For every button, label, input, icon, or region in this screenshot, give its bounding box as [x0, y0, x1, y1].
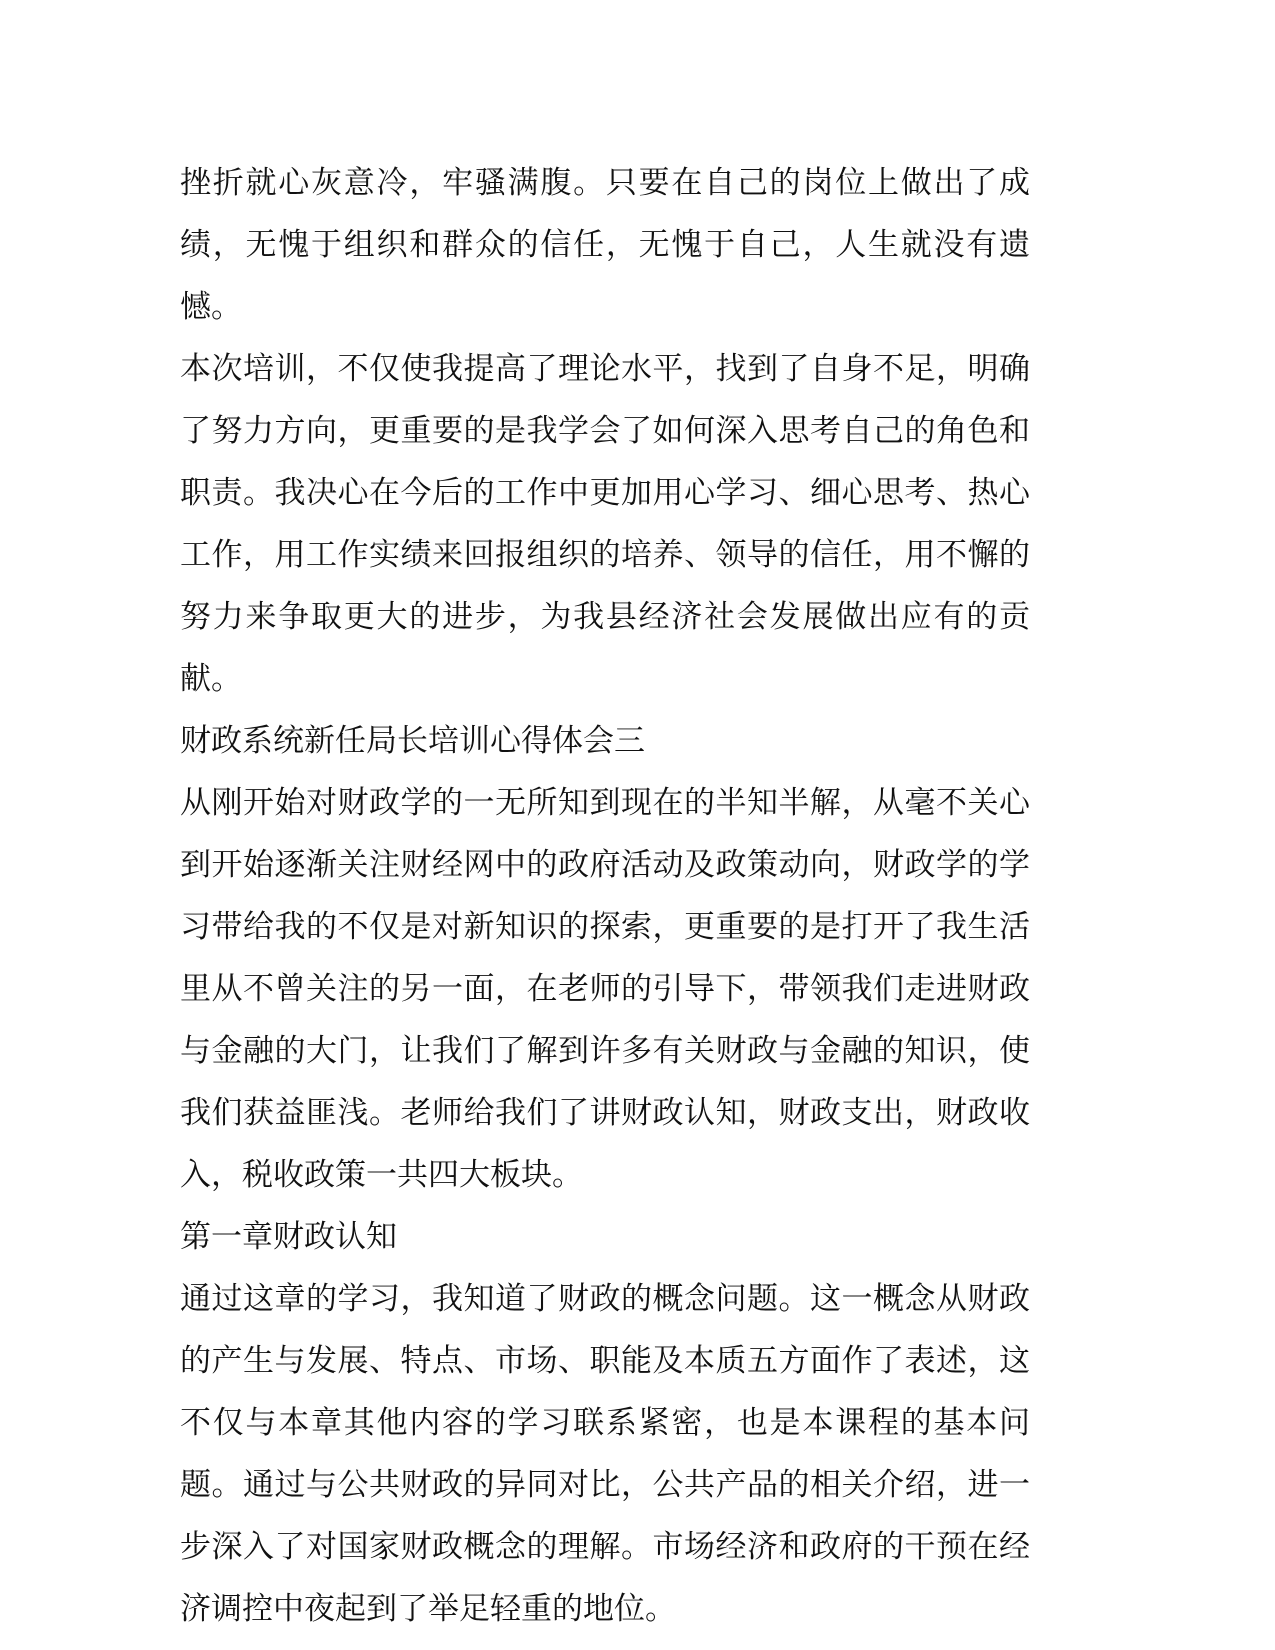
section-title: 财政系统新任局长培训心得体会三 — [180, 723, 645, 759]
paragraph-chapter-one: 通过这章的学习，我知道了财政的概念问题。这一概念从财政的产生与发展、特点、市场、职能及本质五方面作了表述，这不仅与本章其他内容的学习联系紧密，也是本课程的基本问题。通过与公共财政的异同对比，公共产品的相关介绍，进一步深入了对国家财政概念的理解。市场经济和政府的干预在经济调控中夜起到了举足轻重的地位。 — [180, 1281, 1030, 1627]
paragraph-training-summary: 本次培训，不仅使我提高了理论水平，找到了自身不足，明确了努力方向，更重要的是我学会了如何深入思考自己的角色和职责。我决心在今后的工作中更加用心学习、细心思考、热心工作，用工作实绩来回报组织的培养、领导的信任，用不懈的努力来争取更大的进步，为我县经济社会发展做出应有的贡献。 — [180, 351, 1030, 697]
paragraph-finance-study: 从刚开始对财政学的一无所知到现在的半知半解，从毫不关心到开始逐渐关注财经网中的政府活动及政策动向，财政学的学习带给我的不仅是对新知识的探索，更重要的是打开了我生活里从不曾关注的另一面，在老师的引导下，带领我们走进财政与金融的大门，让我们了解到许多有关财政与金融的知识，使我们获益匪浅。老师给我们了讲财政认知，财政支出，财政收入，税收政策一共四大板块。 — [180, 785, 1030, 1193]
chapter-heading: 第一章财政认知 — [180, 1219, 397, 1255]
document-body — [180, 152, 1030, 1640]
paragraph-continuation: 挫折就心灰意冷，牢骚满腹。只要在自己的岗位上做出了成绩，无愧于组织和群众的信任，无愧于自己，人生就没有遗憾。 — [180, 165, 1030, 325]
